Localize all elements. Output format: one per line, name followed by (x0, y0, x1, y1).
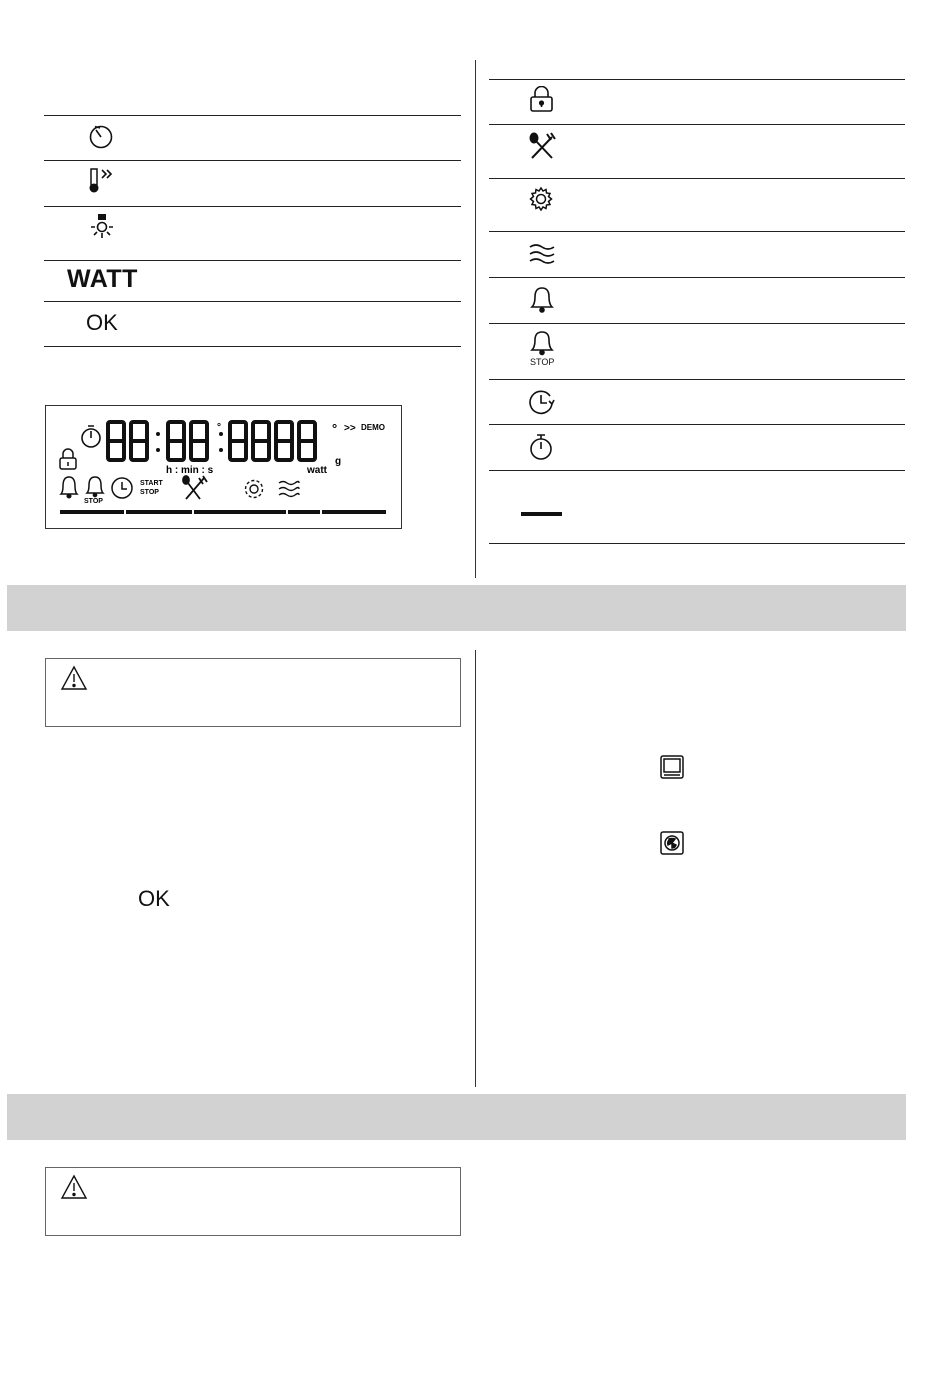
display-waves-icon (279, 482, 299, 497)
clock-start-icon (528, 388, 556, 416)
warning-box (45, 1167, 461, 1236)
right-table-rule (489, 470, 905, 471)
display-progress-bars (60, 510, 386, 514)
right-table-rule (489, 424, 905, 425)
display-grams: g (335, 456, 342, 467)
right-table-rule (489, 124, 905, 125)
bell-icon (529, 285, 555, 313)
display-stopwatch-icon (82, 426, 100, 447)
fan-oven-icon (659, 830, 685, 856)
stopwatch-icon (528, 432, 556, 462)
timer-icon (88, 124, 114, 150)
right-table-rule (489, 277, 905, 278)
section-band-3 (7, 1094, 906, 1140)
right-table-rule (489, 379, 905, 380)
right-table-rule (489, 79, 905, 80)
display-demo: DEMO (361, 423, 385, 432)
display-cutlery-icon (183, 476, 207, 499)
right-table-rule (489, 543, 905, 544)
lock-icon (528, 86, 556, 114)
display-hms: h : min : s (166, 465, 214, 476)
display-bell-stop-icon (87, 477, 103, 497)
column-divider-top (475, 60, 476, 578)
warning-box (45, 658, 461, 727)
left-table-rule (44, 206, 461, 207)
column-divider-middle (475, 650, 476, 1087)
display-digits (108, 422, 315, 460)
thermometer-probe-icon (86, 166, 118, 194)
right-table-rule (489, 323, 905, 324)
display-degree: ° (332, 421, 338, 436)
right-table-rule (489, 178, 905, 179)
display-demo-arrows: >> (344, 423, 356, 434)
display-clock-icon (112, 478, 132, 498)
bar-icon (521, 512, 562, 516)
left-table-rule (44, 260, 461, 261)
oven-icon (659, 754, 685, 780)
display-watt: watt (307, 465, 327, 476)
display-panel (45, 405, 402, 529)
display-lock-icon (60, 449, 76, 469)
display-degree-small: ° (217, 422, 221, 433)
right-table-rule (489, 231, 905, 232)
watt-label: WATT (67, 265, 138, 293)
gear-icon (528, 186, 556, 214)
left-table-rule (44, 346, 461, 347)
lamp-icon (88, 212, 116, 240)
bell-stop-icon (529, 330, 555, 356)
ok-label: OK (86, 310, 118, 335)
left-table-rule (44, 301, 461, 302)
fork-spoon-icon (528, 132, 556, 160)
bell-stop-label: STOP (530, 357, 555, 367)
display-start-stop-label: STOP (140, 489, 159, 496)
display-stop-label: STOP (84, 498, 103, 505)
left-table-rule (44, 160, 461, 161)
display-gear-icon (246, 481, 263, 498)
left-table-rule (44, 115, 461, 116)
warning-icon (60, 1174, 88, 1200)
display-bell-icon (61, 477, 77, 498)
section-band-2 (7, 585, 906, 631)
heat-waves-icon (528, 241, 556, 267)
display-start-label: START (140, 480, 163, 487)
warning-icon (60, 665, 88, 691)
ok-label-inline: OK (138, 886, 170, 911)
